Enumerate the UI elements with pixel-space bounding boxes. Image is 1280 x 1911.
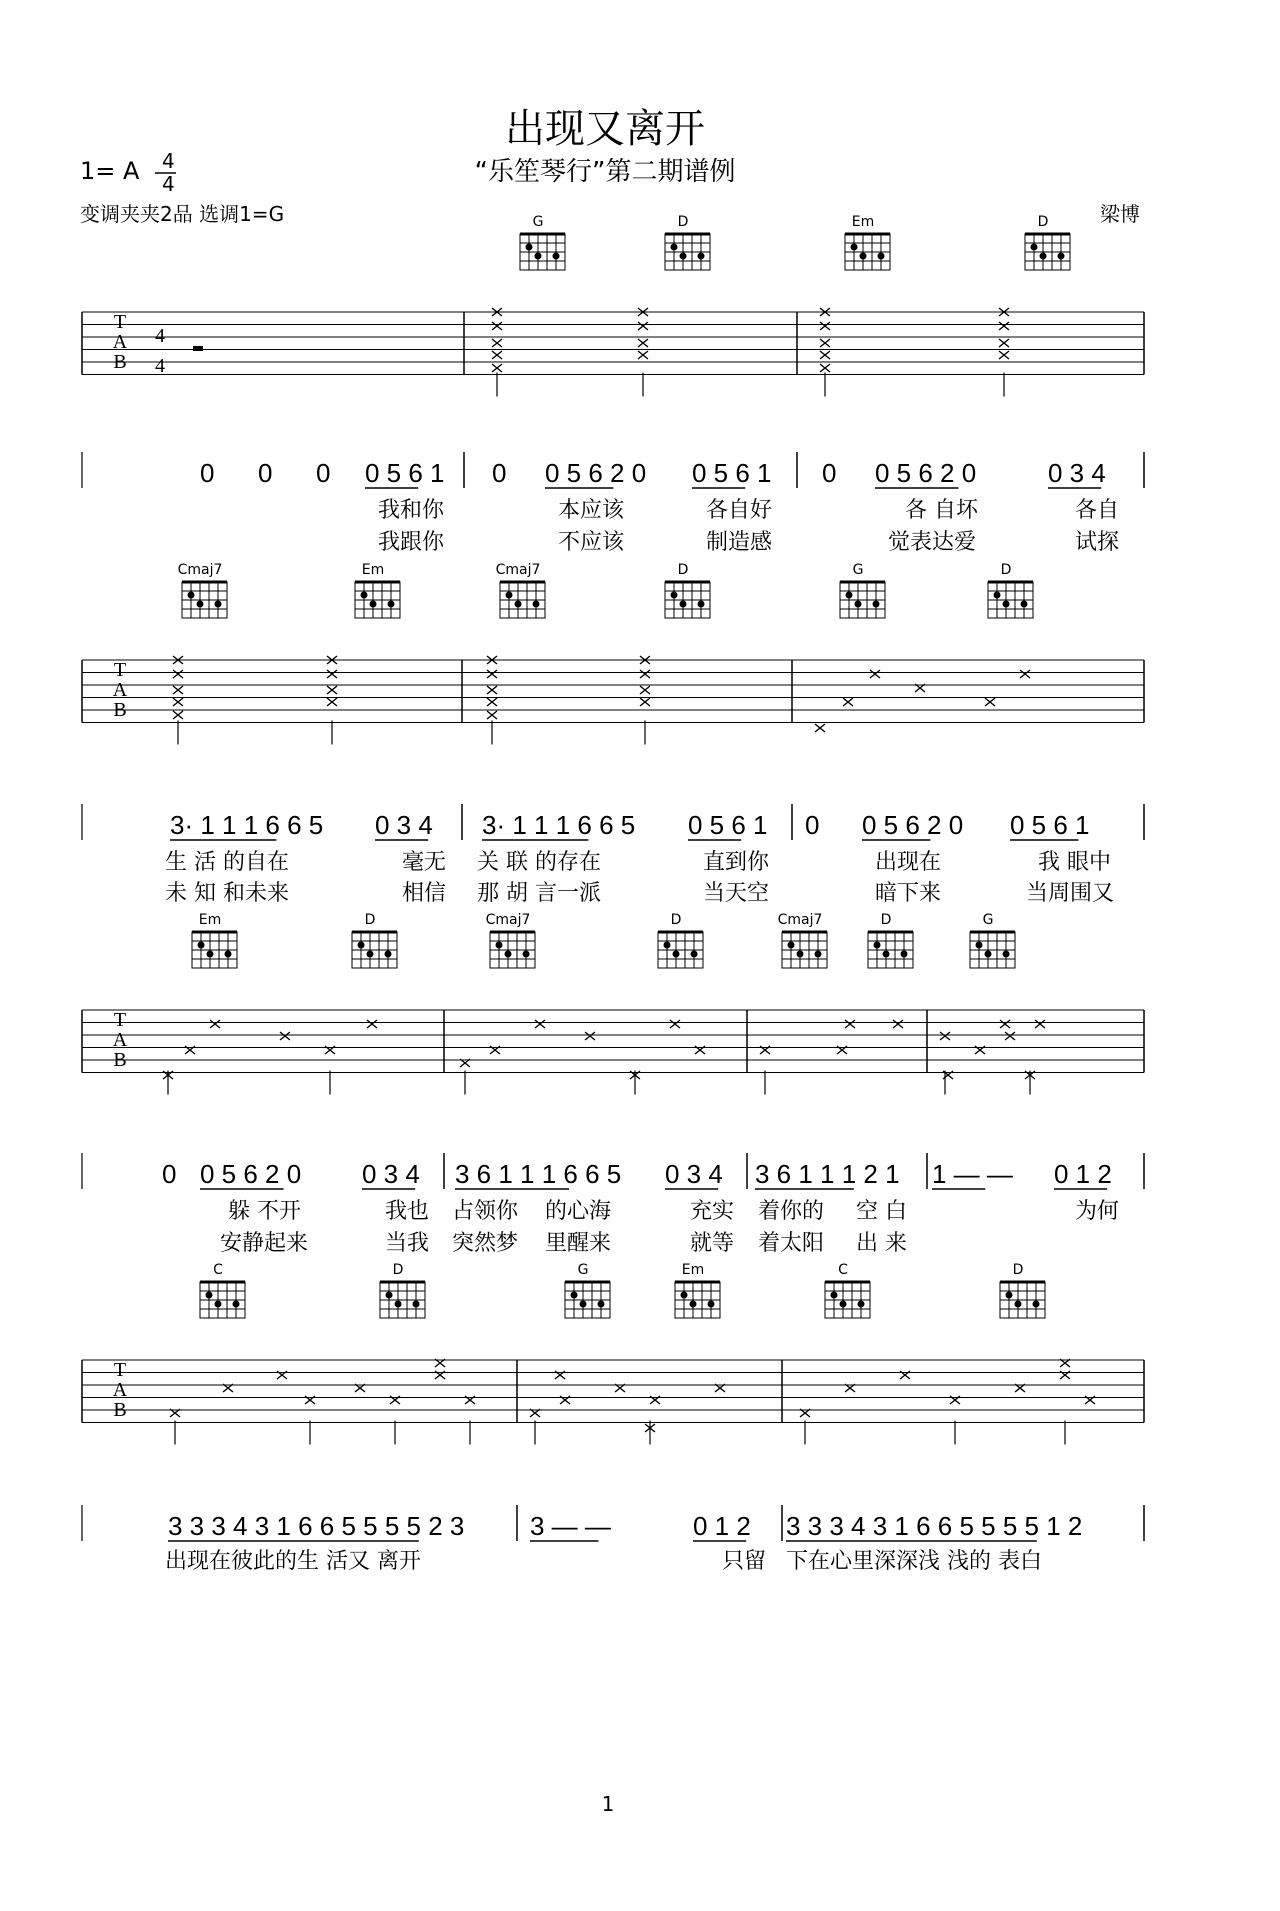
tab-x-mark	[492, 339, 502, 347]
finger-dot	[523, 951, 530, 958]
chord-diagram	[192, 912, 237, 968]
tab-x-mark	[640, 698, 650, 706]
tab-x-mark	[820, 339, 830, 347]
chord-name: G	[577, 1262, 589, 1278]
tab-x-mark	[843, 698, 853, 706]
lyric-line-2: 未 知 和未来	[165, 881, 289, 906]
time-signature-bottom: 4	[162, 172, 175, 196]
lyric-line-2: 当我	[385, 1231, 430, 1256]
chord-diagram	[486, 912, 535, 968]
tab-x-mark	[173, 711, 183, 719]
tab-letter: B	[113, 351, 127, 373]
numbered-notation: 0 3 4	[1048, 458, 1106, 488]
tab-x-mark	[670, 1020, 680, 1028]
lyric-line-1: 各自	[1075, 498, 1120, 523]
chord-name: Cmaj7	[177, 562, 223, 578]
finger-dot	[797, 951, 804, 958]
tab-x-mark	[327, 670, 337, 678]
music-system	[82, 1262, 1144, 1574]
tab-letter: A	[112, 1379, 128, 1401]
lyric-line-1: 空 白	[856, 1199, 907, 1224]
tab-x-mark	[638, 339, 648, 347]
lyric-line-1: 我也	[385, 1199, 430, 1224]
finger-dot	[233, 1301, 240, 1308]
finger-dot	[385, 951, 392, 958]
lyric-line-2: 就等	[690, 1231, 735, 1256]
finger-dot	[708, 1301, 715, 1308]
chord-name: D	[670, 912, 682, 928]
lyric-line-2: 制造感	[706, 530, 773, 555]
numbered-notation: 0 5 6 2 0	[200, 1159, 302, 1189]
chord-diagram	[675, 1262, 720, 1318]
finger-dot	[198, 942, 205, 949]
key-signature: 1= A	[80, 157, 140, 185]
tab-x-mark	[820, 364, 830, 372]
tab-x-mark	[280, 1032, 290, 1040]
lyric-line-2: 突然梦	[452, 1231, 519, 1256]
tab-x-mark	[870, 670, 880, 678]
finger-dot	[901, 951, 908, 958]
finger-dot	[1033, 1301, 1040, 1308]
lyric-line-2: 暗下来	[875, 881, 942, 906]
chord-name: Em	[361, 562, 385, 578]
lyric-line-1: 下在心里深深浅 浅的 表白	[786, 1549, 1042, 1574]
finger-dot	[883, 951, 890, 958]
numbered-notation: 3 — —	[530, 1511, 611, 1541]
page-number: 1	[601, 1792, 615, 1816]
numbered-notation: 3 3 3 4 3 1 6 6 5 5 5 5 2 3	[168, 1511, 465, 1541]
lyric-line-2: 里醒来	[545, 1231, 612, 1256]
song-title: 出现又离开	[505, 106, 705, 152]
finger-dot	[1058, 253, 1065, 260]
finger-dot	[505, 951, 512, 958]
finger-dot	[197, 601, 204, 608]
finger-dot	[361, 592, 368, 599]
numbered-notation: 0	[316, 458, 331, 488]
tab-x-mark	[999, 322, 1009, 330]
numbered-notation: 0	[492, 458, 507, 488]
tab-x-mark	[327, 698, 337, 706]
tab-letter: T	[113, 311, 127, 333]
tab-x-mark	[1020, 670, 1030, 678]
lyric-line-1: 出现在彼此的生 活又 离开	[165, 1549, 421, 1574]
numbered-notation: 3 6 1 1 1 2 1	[755, 1159, 900, 1189]
numbered-notation: 0 5 6 1	[365, 458, 445, 488]
chord-name: Cmaj7	[485, 912, 531, 928]
lyric-line-2: 我跟你	[378, 530, 445, 555]
lyric-line-1: 各 自坏	[905, 498, 978, 523]
tab-letter: B	[113, 1399, 127, 1421]
numbered-notation: 0	[200, 458, 215, 488]
finger-dot	[206, 1292, 213, 1299]
finger-dot	[515, 601, 522, 608]
finger-dot	[698, 601, 705, 608]
chord-name: G	[532, 214, 544, 230]
tab-x-mark	[845, 1020, 855, 1028]
finger-dot	[533, 601, 540, 608]
chord-diagram	[380, 1262, 425, 1318]
music-system	[82, 214, 1144, 555]
finger-dot	[1006, 1292, 1013, 1299]
lyric-line-2: 当周围又	[1026, 881, 1115, 906]
chord-diagram	[352, 912, 397, 968]
tab-x-mark	[1000, 1020, 1010, 1028]
numbered-notation: 3 6 1 1 1 6 6 5	[455, 1159, 622, 1189]
finger-dot	[215, 601, 222, 608]
lyric-line-1: 我 眼中	[1038, 850, 1111, 875]
lyric-line-2: 着太阳	[758, 1231, 825, 1256]
finger-dot	[976, 942, 983, 949]
chord-diagram	[665, 214, 710, 270]
tab-x-mark	[638, 351, 648, 359]
chord-name: G	[852, 562, 864, 578]
finger-dot	[1040, 253, 1047, 260]
finger-dot	[690, 1301, 697, 1308]
lyric-line-1: 毫无	[402, 850, 447, 875]
chord-name: C	[213, 1262, 223, 1278]
lyric-line-2: 那 胡 言一派	[477, 881, 601, 906]
finger-dot	[358, 942, 365, 949]
finger-dot	[395, 1301, 402, 1308]
chord-diagram	[200, 1262, 245, 1318]
finger-dot	[698, 253, 705, 260]
finger-dot	[680, 253, 687, 260]
chord-name: Em	[681, 1262, 705, 1278]
lyric-line-1: 生 活 的自在	[165, 850, 289, 875]
finger-dot	[598, 1301, 605, 1308]
author: 梁博	[1100, 202, 1140, 226]
finger-dot	[874, 942, 881, 949]
finger-dot	[367, 951, 374, 958]
finger-dot	[506, 592, 513, 599]
finger-dot	[553, 253, 560, 260]
finger-dot	[215, 1301, 222, 1308]
tab-x-mark	[1005, 1032, 1015, 1040]
lyric-line-1: 我和你	[378, 498, 445, 523]
finger-dot	[1003, 951, 1010, 958]
numbered-notation: 0 5 6 1	[1010, 810, 1090, 840]
finger-dot	[1003, 601, 1010, 608]
numbered-notation: 0 5 6 2 0	[545, 458, 647, 488]
chord-name: Em	[198, 912, 222, 928]
chord-diagram	[658, 912, 703, 968]
tab-x-mark	[487, 670, 497, 678]
chord-diagram	[868, 912, 913, 968]
numbered-notation: 0 3 4	[362, 1159, 420, 1189]
tab-x-mark	[893, 1020, 903, 1028]
numbered-notation: 0 3 4	[665, 1159, 723, 1189]
chord-name: D	[1012, 1262, 1024, 1278]
tab-x-mark	[820, 351, 830, 359]
chord-name: Em	[851, 214, 875, 230]
tab-letter: A	[112, 331, 128, 353]
chord-diagram	[825, 1262, 870, 1318]
finger-dot	[994, 592, 1001, 599]
lyric-line-2: 觉表达爱	[888, 530, 977, 555]
chord-diagram	[840, 562, 885, 618]
lyric-line-1: 占领你	[452, 1199, 519, 1224]
finger-dot	[846, 592, 853, 599]
finger-dot	[188, 592, 195, 599]
tab-x-mark	[940, 1032, 950, 1040]
tab-x-mark	[640, 670, 650, 678]
finger-dot	[840, 1301, 847, 1308]
finger-dot	[386, 1292, 393, 1299]
chord-diagram	[496, 562, 545, 618]
numbered-notation: 0 5 6 2 0	[875, 458, 977, 488]
lyric-line-1: 为何	[1075, 1199, 1120, 1224]
chord-diagram	[355, 562, 400, 618]
tab-x-mark	[492, 364, 502, 372]
tab-x-mark	[640, 686, 650, 694]
tab-x-mark	[327, 686, 337, 694]
finger-dot	[526, 244, 533, 251]
chord-name: G	[982, 912, 994, 928]
finger-dot	[673, 951, 680, 958]
tab-x-mark	[815, 724, 825, 732]
tab-x-mark	[492, 351, 502, 359]
tab-x-mark	[585, 1032, 595, 1040]
chord-name: C	[838, 1262, 848, 1278]
numbered-notation: 3· 1 1 1 6 6 5	[482, 810, 636, 840]
tab-x-mark	[999, 339, 1009, 347]
tab-x-mark	[1035, 1020, 1045, 1028]
numbered-notation: 0	[258, 458, 273, 488]
time-signature-top: 4	[162, 149, 175, 173]
tab-letter: B	[113, 699, 127, 721]
finger-dot	[681, 1292, 688, 1299]
numbered-notation: 0 5 6 2 0	[862, 810, 964, 840]
finger-dot	[413, 1301, 420, 1308]
lyric-line-1: 出现在	[875, 850, 942, 875]
tab-x-mark	[173, 698, 183, 706]
tab-x-mark	[487, 698, 497, 706]
tab-x-mark	[638, 322, 648, 330]
lyric-line-2: 不应该	[558, 530, 625, 555]
lyric-line-2: 当天空	[703, 881, 770, 906]
finger-dot	[858, 1301, 865, 1308]
chord-diagram	[520, 214, 565, 270]
finger-dot	[985, 951, 992, 958]
lyric-line-1: 各自好	[706, 498, 773, 523]
chord-name: Cmaj7	[495, 562, 541, 578]
finger-dot	[671, 244, 678, 251]
lyric-line-2: 出 来	[856, 1231, 907, 1256]
finger-dot	[878, 253, 885, 260]
finger-dot	[1021, 601, 1028, 608]
chord-diagram	[845, 214, 890, 270]
chord-diagram	[1025, 214, 1070, 270]
chord-name: D	[1037, 214, 1049, 230]
finger-dot	[671, 592, 678, 599]
finger-dot	[580, 1301, 587, 1308]
numbered-notation: 0	[822, 458, 837, 488]
chord-name: D	[880, 912, 892, 928]
lyric-line-1: 躲 不开	[228, 1199, 301, 1224]
lyric-line-1: 的心海	[545, 1199, 612, 1224]
chord-diagram	[565, 1262, 610, 1318]
chord-diagram	[665, 562, 710, 618]
tab-x-mark	[820, 322, 830, 330]
finger-dot	[680, 601, 687, 608]
lyric-line-1: 充实	[690, 1199, 735, 1224]
finger-dot	[691, 951, 698, 958]
tab-x-mark	[210, 1020, 220, 1028]
tab-x-mark	[535, 1020, 545, 1028]
music-system	[82, 912, 1144, 1256]
lyric-line-1: 只留	[722, 1549, 767, 1574]
chord-name: D	[1000, 562, 1012, 578]
numbered-notation: 0 5 6 1	[688, 810, 768, 840]
tab-letter: T	[113, 1009, 127, 1031]
tab-time-signature: 4	[155, 325, 165, 347]
rest-mark	[193, 346, 203, 351]
finger-dot	[388, 601, 395, 608]
capo-instruction: 变调夹夹2品 选调1=G	[80, 202, 285, 226]
tab-x-mark	[492, 322, 502, 330]
finger-dot	[664, 942, 671, 949]
numbered-notation: 0	[162, 1159, 177, 1189]
numbered-notation: 3 3 3 4 3 1 6 6 5 5 5 5 1 2	[786, 1511, 1083, 1541]
tab-letter: B	[113, 1049, 127, 1071]
finger-dot	[535, 253, 542, 260]
tab-letter: T	[113, 659, 127, 681]
lyric-line-2: 相信	[402, 881, 447, 906]
numbered-notation: 0 3 4	[375, 810, 433, 840]
finger-dot	[225, 951, 232, 958]
tab-x-mark	[487, 686, 497, 694]
tab-x-mark	[173, 686, 183, 694]
music-system	[82, 562, 1144, 906]
tab-x-mark	[487, 711, 497, 719]
finger-dot	[788, 942, 795, 949]
finger-dot	[860, 253, 867, 260]
numbered-notation: 0 5 6 1	[692, 458, 772, 488]
finger-dot	[571, 1292, 578, 1299]
finger-dot	[851, 244, 858, 251]
finger-dot	[873, 601, 880, 608]
tab-time-signature: 4	[155, 355, 165, 377]
lyric-line-1: 直到你	[703, 850, 770, 875]
finger-dot	[370, 601, 377, 608]
tab-letter: T	[113, 1359, 127, 1381]
chord-name: D	[677, 214, 689, 230]
numbered-notation: 0 1 2	[693, 1511, 751, 1541]
finger-dot	[1031, 244, 1038, 251]
finger-dot	[1015, 1301, 1022, 1308]
numbered-notation: 0 1 2	[1054, 1159, 1112, 1189]
tab-x-mark	[173, 670, 183, 678]
finger-dot	[815, 951, 822, 958]
lyric-line-1: 关 联 的存在	[477, 850, 601, 875]
tab-letter: A	[112, 679, 128, 701]
numbered-notation: 3· 1 1 1 6 6 5	[170, 810, 324, 840]
numbered-notation: 1 — —	[932, 1159, 1013, 1189]
chord-name: D	[392, 1262, 404, 1278]
chord-diagram	[778, 912, 827, 968]
tab-x-mark	[999, 351, 1009, 359]
lyric-line-1: 本应该	[558, 498, 625, 523]
chord-name: Cmaj7	[777, 912, 823, 928]
tab-letter: A	[112, 1029, 128, 1051]
finger-dot	[855, 601, 862, 608]
chord-diagram	[970, 912, 1015, 968]
lyric-line-1: 着你的	[758, 1199, 825, 1224]
chord-diagram	[1000, 1262, 1045, 1318]
finger-dot	[207, 951, 214, 958]
chord-diagram	[178, 562, 227, 618]
chord-name: D	[677, 562, 689, 578]
lyric-line-2: 安静起来	[220, 1231, 309, 1256]
chord-name: D	[364, 912, 376, 928]
finger-dot	[496, 942, 503, 949]
tab-x-mark	[985, 698, 995, 706]
tab-x-mark	[367, 1020, 377, 1028]
finger-dot	[831, 1292, 838, 1299]
lyric-line-2: 试探	[1075, 530, 1120, 555]
numbered-notation: 0	[805, 810, 820, 840]
chord-diagram	[988, 562, 1033, 618]
subtitle: “乐笙琴行”第二期谱例	[474, 157, 736, 187]
